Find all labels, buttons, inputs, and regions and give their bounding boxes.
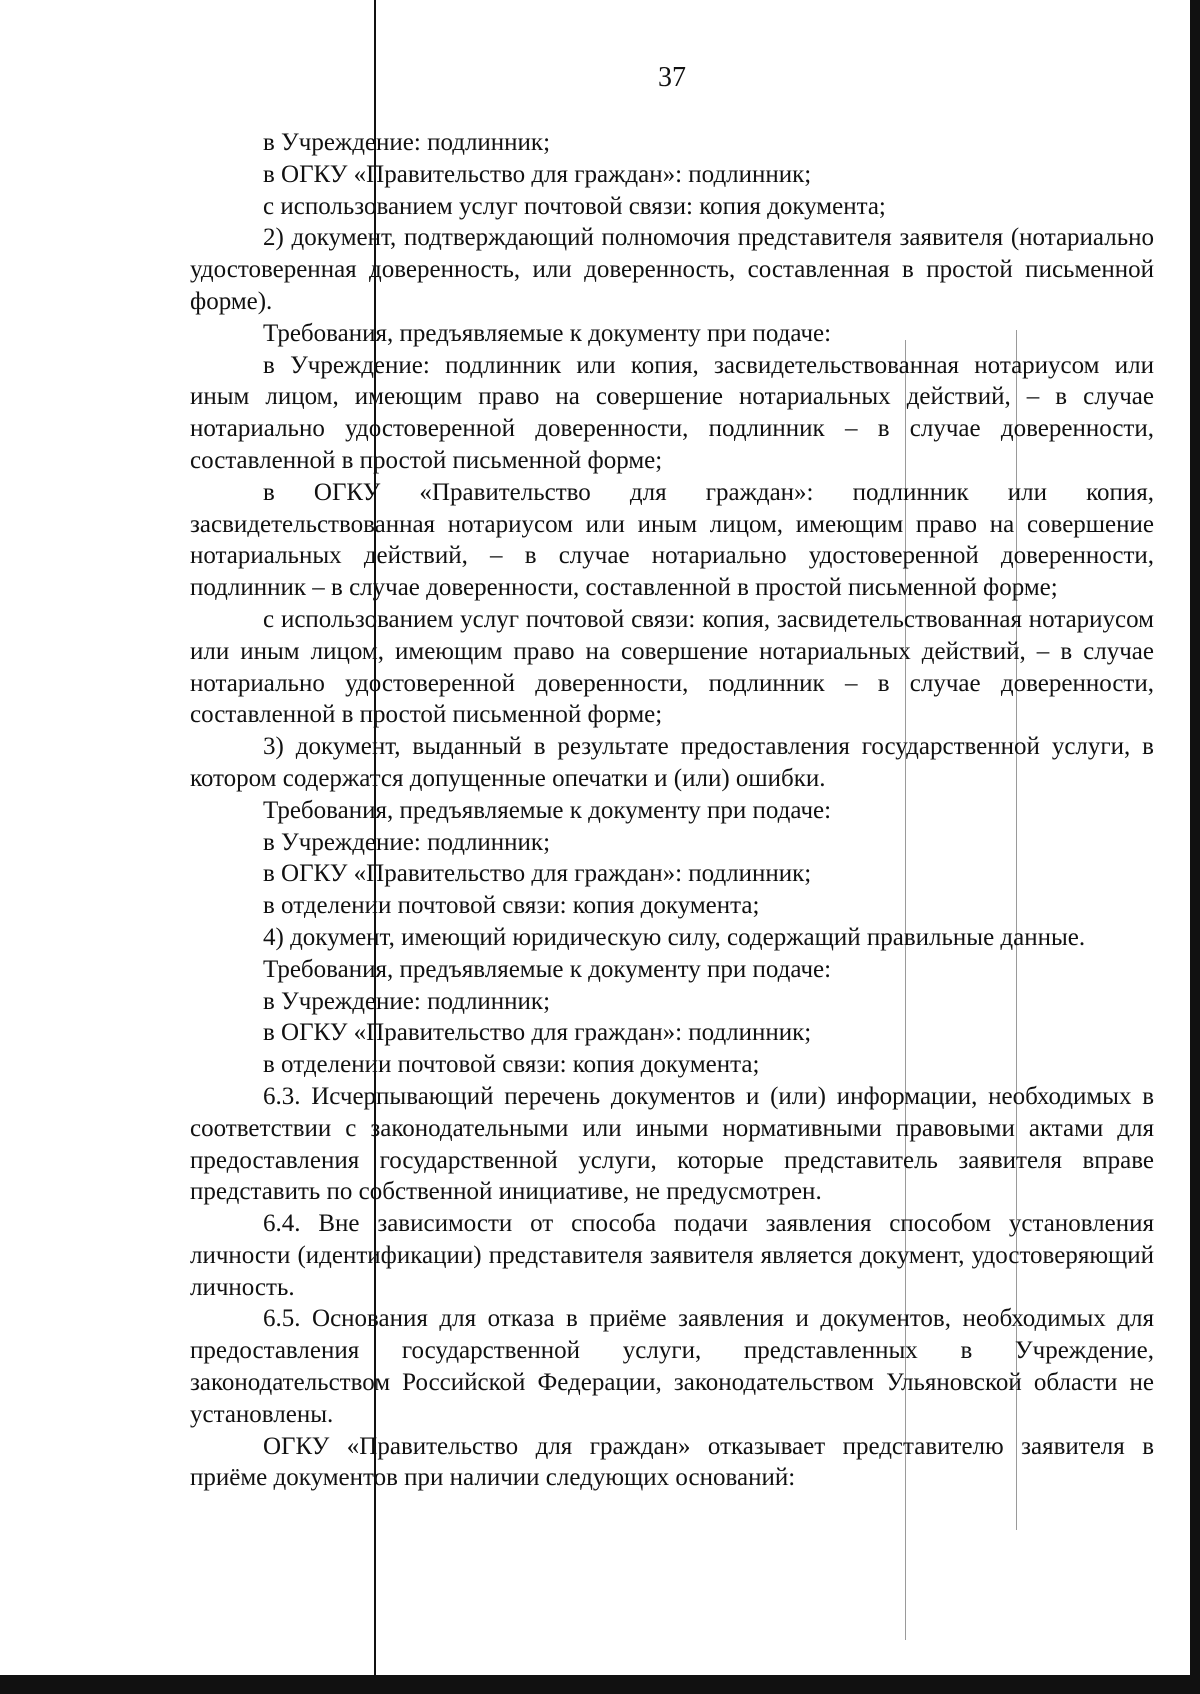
- paragraph: 6.5. Основания для отказа в приёме заявления и документов, необходимых для предоставления государственной услуги, представленных в Учреждение, законодательством Российской Федерации, законодательством Ульяновской области не установлены.: [190, 1305, 1154, 1428]
- paragraph: в Учреждение: подлинник;: [263, 987, 551, 1015]
- page-number: 37: [658, 62, 686, 93]
- document-body: [190, 127, 1154, 1494]
- paragraph: в ОГКУ «Правительство для граждан»: подлинник;: [263, 160, 812, 188]
- paragraph: 2) документ, подтверждающий полномочия представителя заявителя (нотариально удостоверенная доверенность, или доверенность, составленная в простой письменной форме).: [190, 224, 1154, 315]
- paragraph: с использованием услуг почтовой связи: копия, засвидетельствованная нотариусом или иным лицом, имеющим право на совершение нотариальных действий, – в случае нотариально удостоверенной доверенности, подлинник – в случае доверенности, составленной в простой письменной форме;: [190, 605, 1154, 729]
- paragraph: 4) документ, имеющий юридическую силу, содержащий правильные данные.: [263, 923, 1086, 951]
- paragraph: Требования, предъявляемые к документу при подаче:: [263, 319, 832, 347]
- paragraph: в отделении почтовой связи: копия документа;: [263, 892, 760, 920]
- scan-border-bottom: [0, 1675, 1200, 1694]
- paragraph: в Учреждение: подлинник;: [263, 129, 551, 156]
- paragraph: в отделении почтовой связи: копия документа;: [263, 1051, 760, 1079]
- scan-border-right: [1190, 0, 1200, 1694]
- paragraph: в ОГКУ «Правительство для граждан»: подлинник;: [263, 1019, 812, 1047]
- paragraph: в ОГКУ «Правительство для граждан»: подлинник или копия, засвидетельствованная нотариусом или иным лицом, имеющим право на совершение нотариальных действий, – в случае нотариально удостоверенной доверенности, подлинник – в случае доверенности, составленной в простой письменной форме;: [190, 478, 1154, 602]
- paragraph: 6.3. Исчерпывающий перечень документов и (или) информации, необходимых в соответствии с законодательными или иными нормативными правовыми актами для предоставления государственной услуги, которые представитель заявителя вправе представить по собственной инициативе, не предусмотрен.: [190, 1082, 1154, 1206]
- paragraph: в Учреждение: подлинник или копия, засвидетельствованная нотариусом или иным лицом, имеющим право на совершение нотариальных действий, – в случае нотариально удостоверенной доверенности, подлинник – в случае доверенности, составленной в простой письменной форме;: [190, 351, 1154, 474]
- paragraph: ОГКУ «Правительство для граждан» отказывает представителю заявителя в приёме документов при наличии следующих оснований:: [190, 1432, 1154, 1492]
- paragraph: 3) документ, выданный в результате предоставления государственной услуги, в котором содержатся допущенные опечатки и (или) ошибки.: [190, 733, 1154, 792]
- paragraph: 6.4. Вне зависимости от способа подачи заявления способом установления личности (идентификации) представителя заявителя является документ, удостоверяющий личность.: [190, 1210, 1154, 1301]
- paragraph: в ОГКУ «Правительство для граждан»: подлинник;: [263, 860, 812, 888]
- paragraph: Требования, предъявляемые к документу при подаче:: [263, 796, 832, 824]
- paragraph: Требования, предъявляемые к документу при подаче:: [263, 955, 832, 983]
- paragraph: в Учреждение: подлинник;: [263, 828, 551, 856]
- paragraph: с использованием услуг почтовой связи: копия документа;: [263, 192, 886, 220]
